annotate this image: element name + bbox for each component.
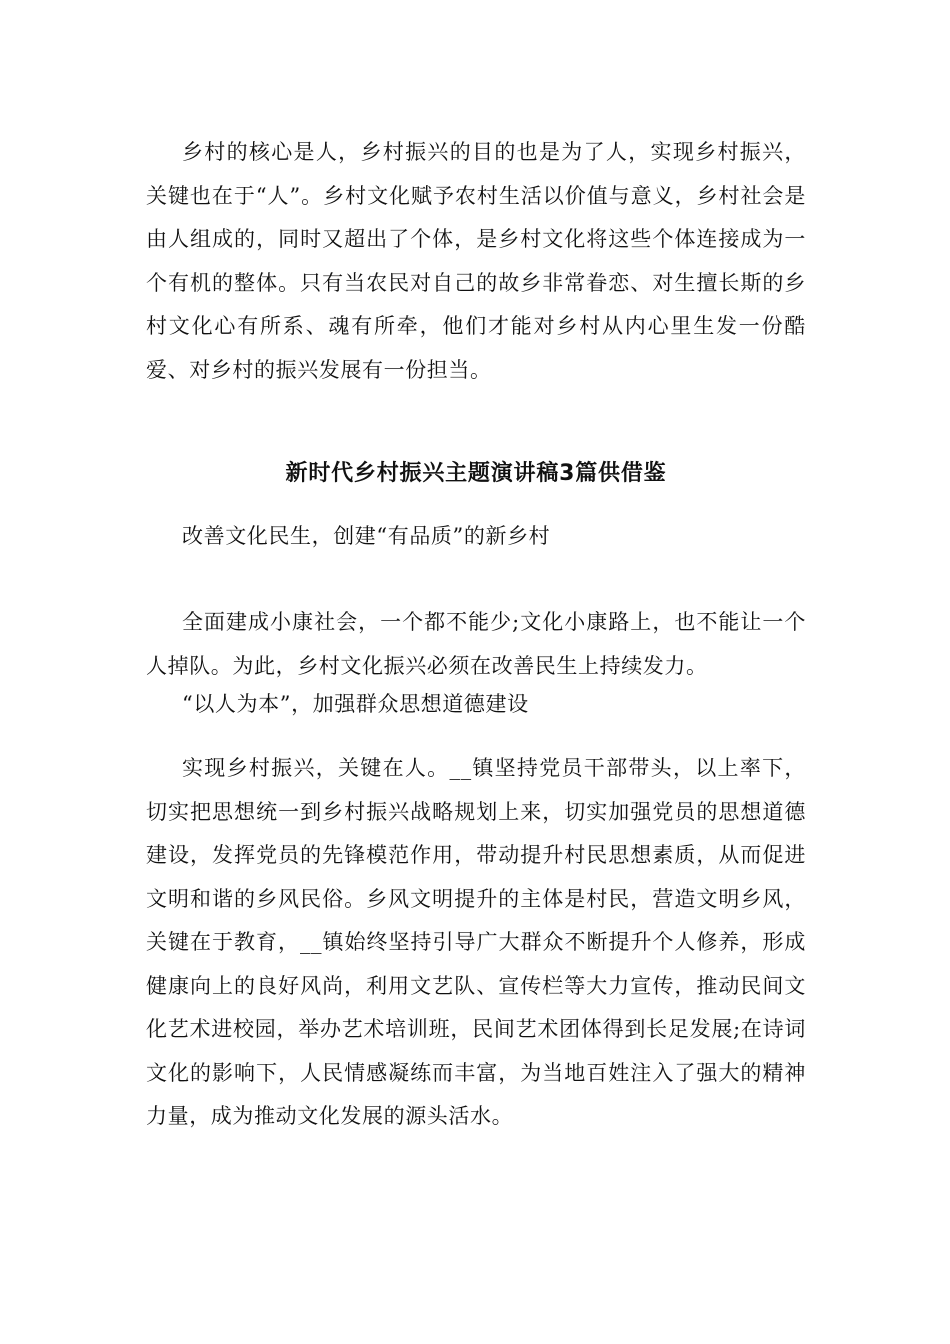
subheading-culture-livelihood: 改善文化民生，创建“有品质”的新乡村	[182, 524, 551, 548]
intro-paragraph: 乡村的核心是人，乡村振兴的目的也是为了人，实现乡村振兴，关键也在于“人”。乡村文化赋予农村生活以价值与意义，乡村社会是由人组成的，同时又超出了个体，是乡村文化将这些个体连接成为一个有机的整体。只有当农民对自己的故乡非常眷恋、对生擅长斯的乡村文化心有所系、魂有所牵，他们才能对乡村从内心里生发一份酷爱、对乡村的振兴发展有一份担当。	[146, 140, 806, 382]
moral-construction-paragraph: 实现乡村振兴，关键在人。__镇坚持党员干部带头，以上率下，切实把思想统一到乡村振兴战略规划上来，切实加强党员的思想道德建设，发挥党员的先锋模范作用，带动提升村民思想素质，从而促进文明和谐的乡风民俗。乡风文明提升的主体是村民，营造文明乡风，关键在于教育，__镇始终坚持引导广大群众不断提升个人修养，形成健康向上的良好风尚，利用文艺队、宣传栏等大力宣传，推动民间文化艺术进校园，举办艺术培训班，民间艺术团体得到长足发展;在诗词文化的影响下，人民情感凝练而丰富，为当地百姓注入了强大的精神力量，成为推动文化发展的源头活水。	[146, 756, 806, 1128]
subheading-people-oriented: “以人为本”，加强群众思想道德建设	[182, 692, 529, 716]
document-title: 新时代乡村振兴主题演讲稿3篇供借鉴	[285, 461, 667, 486]
livelihood-paragraph: 全面建成小康社会，一个都不能少;文化小康路上，也不能让一个人掉队。为此，乡村文化振兴必须在改善民生上持续发力。	[146, 610, 806, 678]
